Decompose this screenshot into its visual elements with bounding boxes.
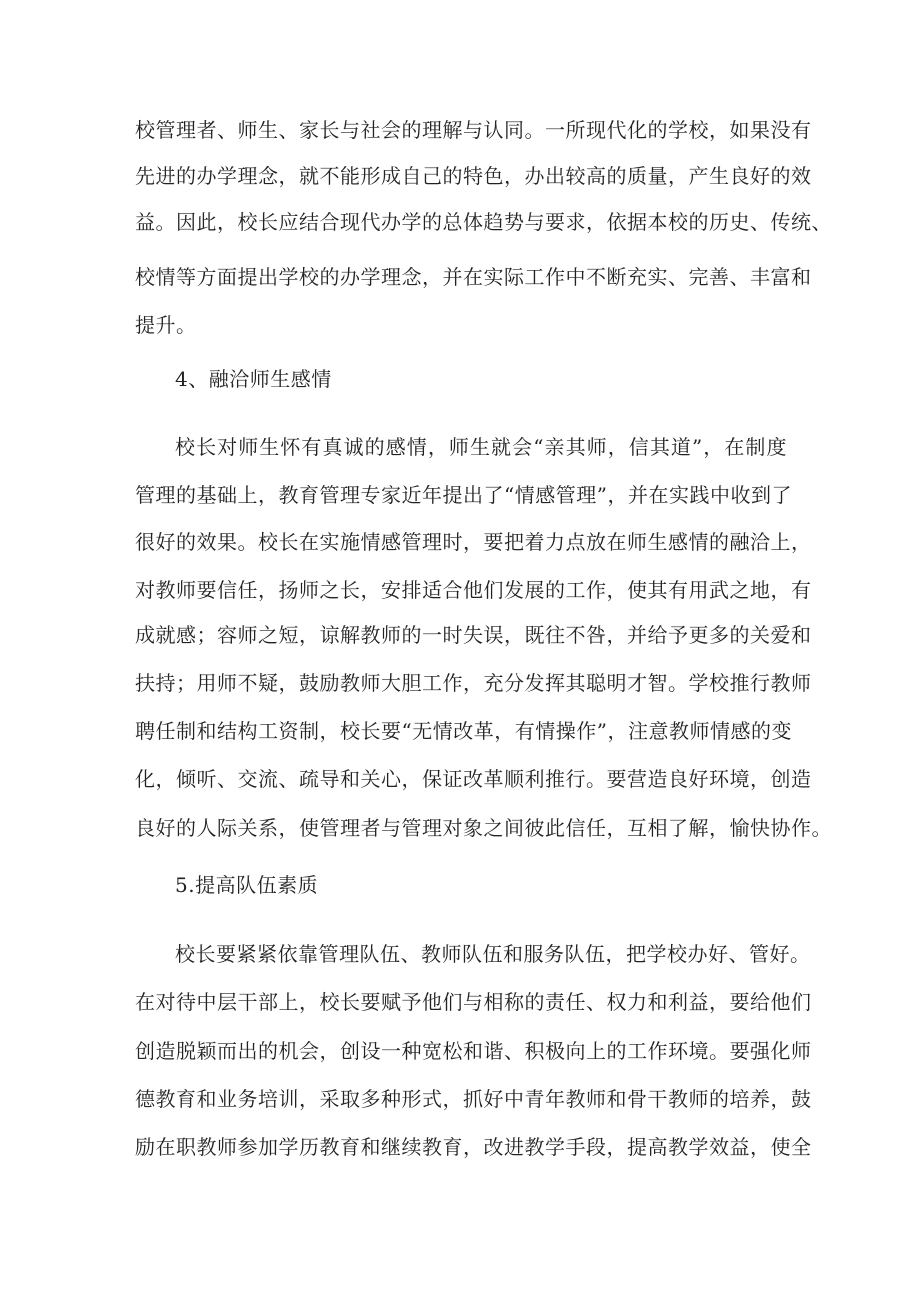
paragraph-3-line-2: 在对待中层干部上，校长要赋予他们与相称的责任、权力和利益，要给他们 (135, 990, 812, 1014)
paragraph-2-line-8: 化，倾听、交流、疏导和关心，保证改革顺利推行。要营造良好环境，创造 (135, 767, 812, 791)
paragraph-1-line-3: 益。因此，校长应结合现代办学的总体趋势与要求，依据本校的历史、传统、 (135, 210, 832, 234)
paragraph-3-line-4: 德教育和业务培训，采取多种形式，抓好中青年教师和骨干教师的培养，鼓 (135, 1087, 812, 1111)
paragraph-1-line-1: 校管理者、师生、家长与社会的理解与认同。一所现代化的学校，如果没有 (135, 118, 812, 142)
paragraph-2-line-6: 扶持；用师不疑，鼓励教师大胆工作，充分发挥其聪明才智。学校推行教师 (135, 671, 812, 695)
paragraph-2-line-1: 校长对师生怀有真诚的感情，师生就会“亲其师，信其道”，在制度 (175, 435, 787, 459)
section-heading-5: 5.提高队伍素质 (175, 873, 319, 897)
paragraph-2-line-2: 管理的基础上，教育管理专家近年提出了“情感管理”，并在实践中收到了 (135, 483, 792, 507)
paragraph-2-line-4: 对教师要信任，扬师之长，安排适合他们发展的工作，使其有用武之地，有 (135, 578, 812, 602)
section-heading-4: 4、融洽师生感情 (175, 367, 332, 391)
paragraph-1-line-5: 提升。 (135, 313, 197, 337)
paragraph-3-line-3: 创造脱颖而出的机会，创设一种宽松和谐、积极向上的工作环境。要强化师 (135, 1039, 812, 1063)
paragraph-1-line-2: 先进的办学理念，就不能形成自己的特色，办出较高的质量，产生良好的效 (135, 164, 812, 188)
paragraph-2-line-7: 聘任制和结构工资制，校长要“无情改革，有情操作”，注意教师情感的变 (135, 719, 792, 743)
paragraph-3-line-5: 励在职教师参加学历教育和继续教育，改进教学手段，提高教学效益，使全 (135, 1135, 812, 1159)
paragraph-3-line-1: 校长要紧紧依靠管理队伍、教师队伍和服务队伍，把学校办好、管好。 (175, 942, 811, 966)
paragraph-1-line-4: 校情等方面提出学校的办学理念，并在实际工作中不断充实、完善、丰富和 (135, 265, 812, 289)
paragraph-2-line-5: 成就感；容师之短，谅解教师的一时失误，既往不咎，并给予更多的关爱和 (135, 623, 812, 647)
paragraph-2-line-3: 很好的效果。校长在实施情感管理时，要把着力点放在师生感情的融洽上， (135, 530, 812, 554)
paragraph-2-line-9: 良好的人际关系，使管理者与管理对象之间彼此信任，互相了解，愉快协作。 (135, 816, 832, 840)
